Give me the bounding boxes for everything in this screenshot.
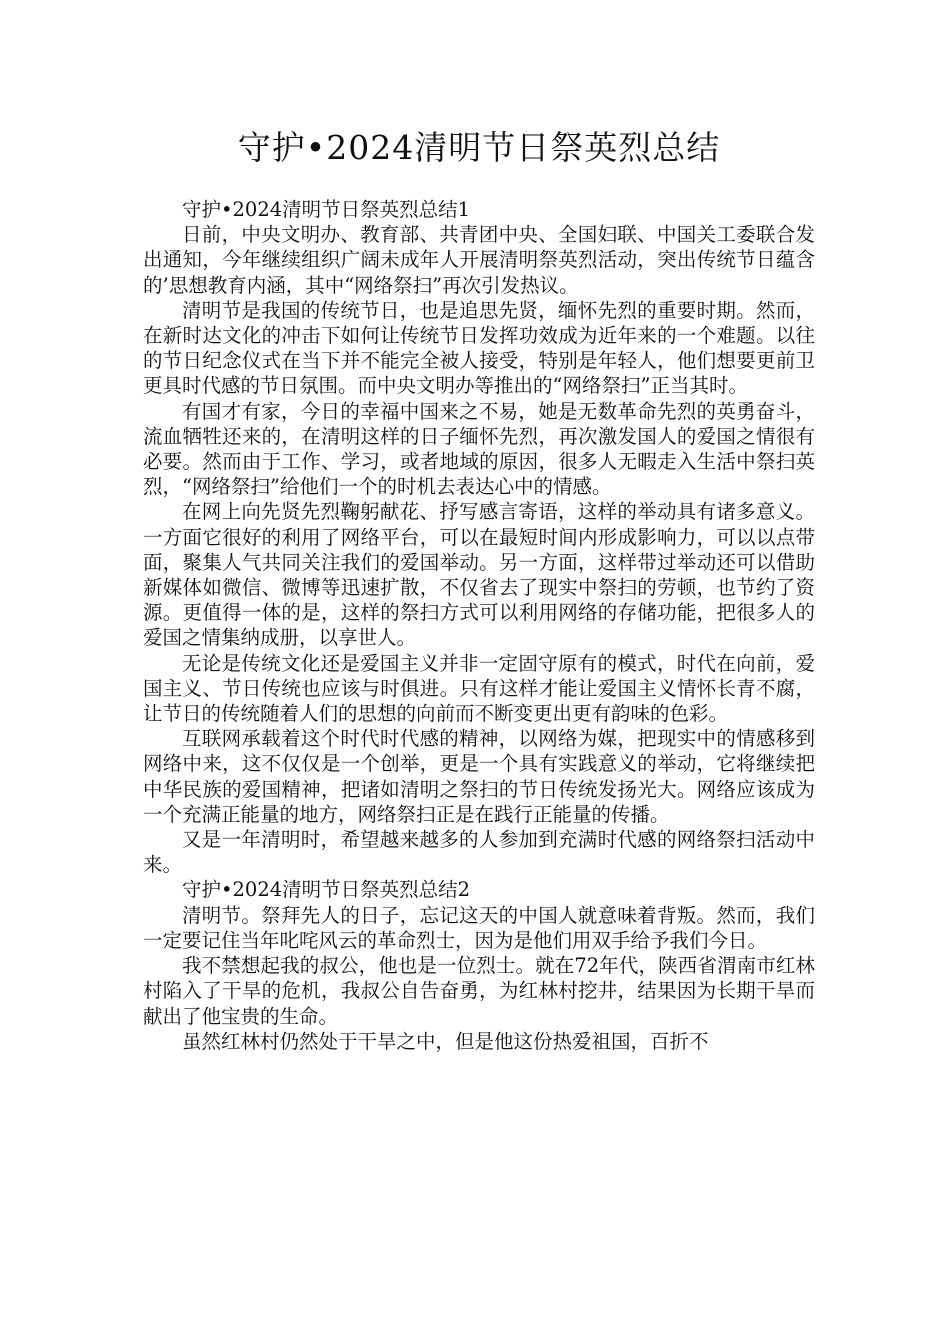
- paragraph: 无论是传统文化还是爱国主义并非一定固守原有的模式，时代在向前，爱国主义、节日传统也应该与时俱进。只有这样才能让爱国主义情怀长青不腐，让节日的传统随着人们的思想的向前而不断变更出更有韵味的色彩。: [143, 651, 815, 726]
- paragraph: 我不禁想起我的叔公，他也是一位烈士。就在72年代，陕西省渭南市红林村陷入了干旱的危机，我叔公自告奋勇，为红林村挖井，结果因为长期干旱而献出了他宝贵的生命。: [143, 954, 815, 1028]
- section-2: [143, 877, 815, 1053]
- paragraph: 虽然红林村仍然处于干旱之中，但是他这份热爱祖国，百折不: [182, 1029, 709, 1053]
- section-heading: 守护•2024清明节日祭英烈总结2: [182, 878, 471, 902]
- document-page: [143, 125, 815, 1054]
- paragraph: 清明节是我国的传统节日，也是追思先贤，缅怀先烈的重要时期。然而，在新时达文化的冲击下如何让传统节日发挥功效成为近年来的一个难题。以往的节日纪念仪式在当下并不能完全被人接受，特别是年轻人，他们想要更前卫更具时代感的节日氛围。而中央文明办等推出的“网络祭扫”正当其时。: [143, 298, 815, 398]
- paragraph: 清明节。祭拜先人的日子，忘记这天的中国人就意味着背叛。然而，我们一定要记住当年叱咤风云的革命烈士，因为是他们用双手给予我们今日。: [143, 903, 815, 952]
- paragraph: 有国才有家，今日的幸福中国来之不易，她是无数革命先烈的英勇奋斗，流血牺牲还来的，在清明这样的日子缅怀先烈，再次激发国人的爱国之情很有必要。然而由于工作、学习，或者地域的原因，很多人无暇走入生活中祭扫英烈，“网络祭扫”给他们一个的时机去表达心中的情感。: [143, 399, 815, 499]
- paragraph: 又是一年清明时，希望越来越多的人参加到充满时代感的网络祭扫活动中来。: [143, 828, 815, 877]
- paragraph: 互联网承载着这个时代时代感的精神，以网络为媒，把现实中的情感移到网络中来，这不仅仅是一个创举，更是一个具有实践意义的举动，它将继续把中华民族的爱国精神，把诸如清明之祭扫的节日传统发扬光大。网络应该成为一个充满正能量的地方，网络祭扫正是在践行正能量的传播。: [143, 727, 815, 826]
- paragraph: 在网上向先贤先烈鞠躬献花、抒写感言寄语，这样的举动具有诸多意义。一方面它很好的利用了网络平台，可以在最短时间内形成影响力，可以以点带面，聚集人气共同关注我们的爱国举动。另一方面，这样带过举动还可以借助新媒体如微信、微博等迅速扩散，不仅省去了现实中祭扫的劳顿，也节约了资源。更值得一体的是，这样的祭扫方式可以利用网络的存储功能，把很多人的爱国之情集纳成册，以享世人。: [143, 500, 815, 650]
- section-1: [143, 197, 815, 877]
- document-title: 守护•2024清明节日祭英烈总结: [237, 128, 721, 167]
- section-heading: 守护•2024清明节日祭英烈总结1: [182, 198, 471, 221]
- paragraph: 日前，中央文明办、教育部、共青团中央、全国妇联、中国关工委联合发出通知，今年继续组织广阔未成年人开展清明祭英烈活动，突出传统节日蕴含的’思想教育内涵，其中“网络祭扫”再次引发热议。: [143, 223, 815, 297]
